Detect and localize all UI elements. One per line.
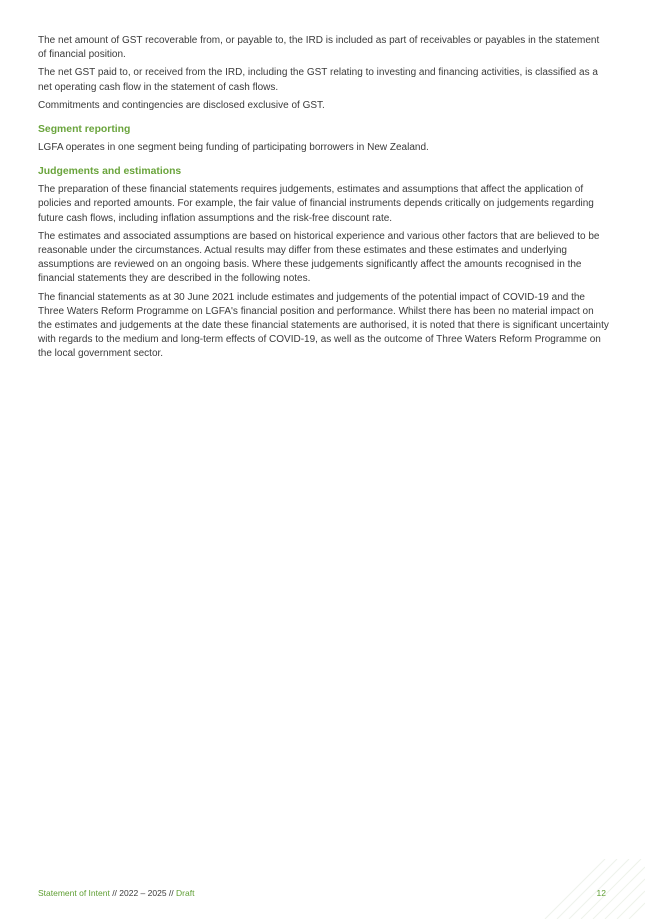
paragraph-judgements-3: The financial statements as at 30 June 2021 include estimates and judgements of the potential impact of COVID-19 and the Three Waters Reform Programme on LGFA's financial position and performance. Whilst there has been no material impact on the estimates and judgements at the date these financial statements are authorised, it is noted that there is significant uncertainty with regards to the medium and long-term effects of COVID-19, as well as the outcome of Three Waters Reform Programme on the local government sector. [38,291,609,360]
paragraph-judgements-2: The estimates and associated assumptions are based on historical experience and various other factors that are believed to be reasonable under the circumstances. Actual results may differ from these estimates and these estimates and underlying assumptions are reviewed on an ongoing basis. Where these judgements significantly affect the amounts recognised in the financial statements they are described in the following notes. [38,230,600,285]
footer-separator-2: // [166,888,177,898]
page-content [38,34,610,366]
footer-draft: Draft [176,888,195,898]
page-number: 12 [596,888,606,898]
heading-segment-reporting: Segment reporting [38,124,131,136]
paragraph-segment: LGFA operates in one segment being funding of participating borrowers in New Zealand. [38,142,429,154]
heading-judgements: Judgements and estimations [38,166,182,178]
footer-years: 2022 – 2025 [119,888,167,898]
footer-separator: // [109,888,120,898]
paragraph-judgements-1: The preparation of these financial statements requires judgements, estimates and assumptions that affect the application of policies and reported amounts. For example, the fair value of financial instruments depends critically on judgements regarding future cash flows, including inflation assumptions and the risk-free discount rate. [38,184,594,224]
paragraph-gst-paid: The net GST paid to, or received from the IRD, including the GST relating to investing and financing activities, is classified as a net operating cash flow in the statement of cash flows. [38,67,598,93]
footer-doc-title: Statement of Intent [38,888,110,898]
page-footer [38,887,606,899]
paragraph-gst-recoverable: The net amount of GST recoverable from, or payable to, the IRD is included as part of receivables or payables in the statement of financial position. [38,35,600,61]
paragraph-commitments: Commitments and contingencies are disclosed exclusive of GST. [38,99,325,111]
